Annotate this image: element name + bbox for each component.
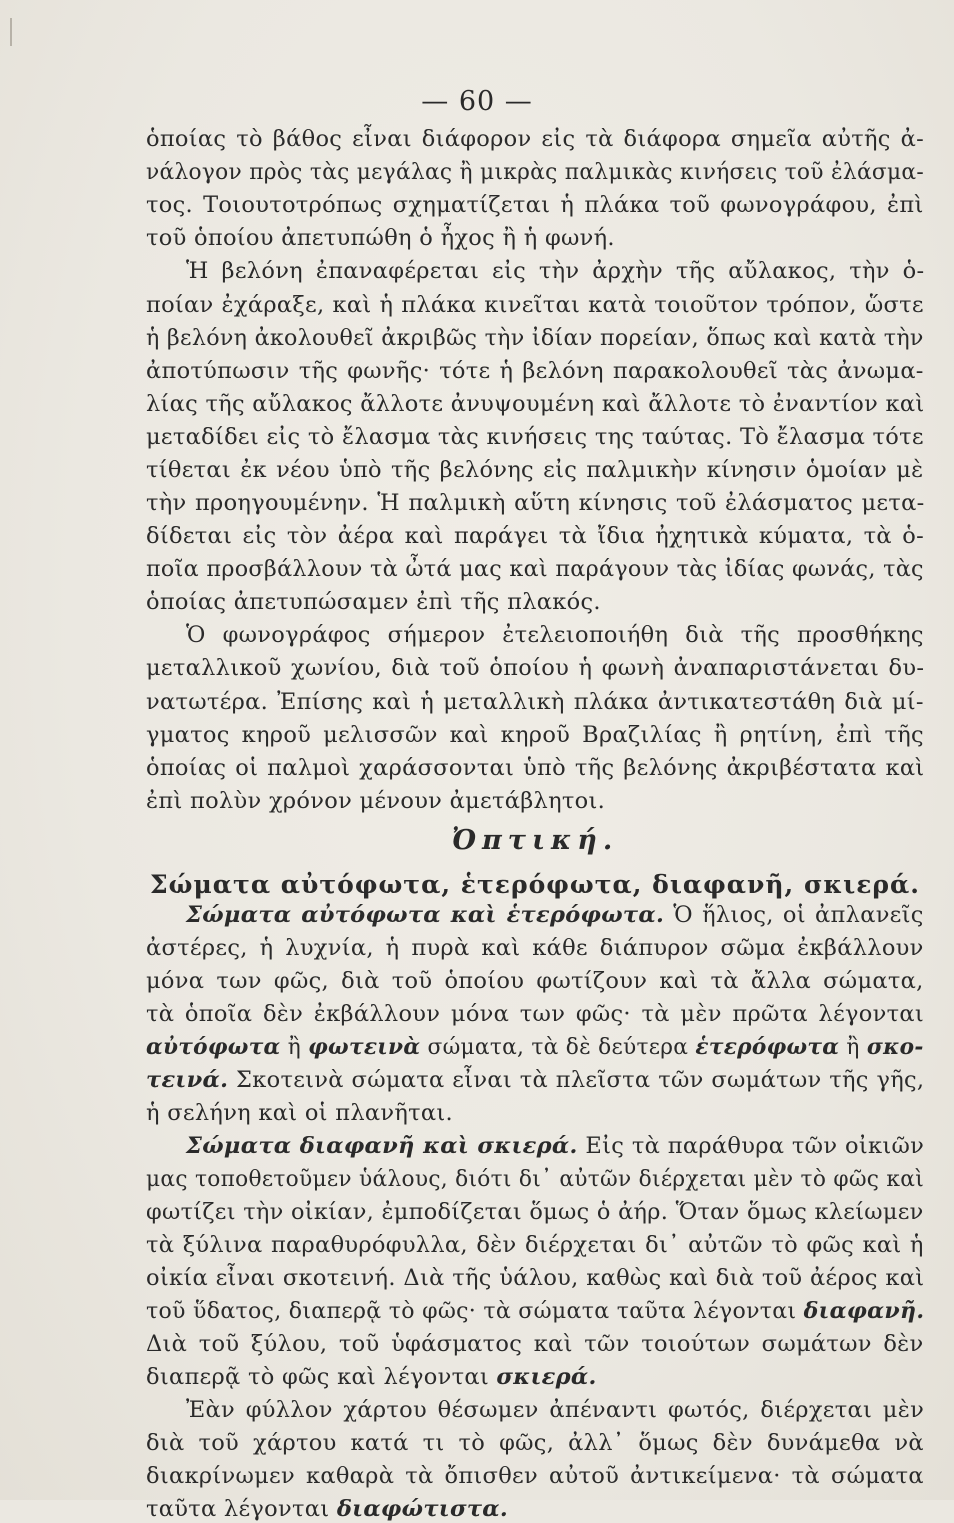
text-line [146, 934, 924, 962]
text-line [146, 1000, 924, 1028]
text-line [146, 654, 924, 682]
text-segment: μας τοποθετοῦμεν ὑάλους, διότι δι᾽ αὐτῶν διέρχεται μὲν τὸ φῶς καὶ [146, 1166, 925, 1192]
text-line [146, 191, 924, 219]
text-line [146, 1264, 924, 1292]
text-line [186, 257, 924, 285]
text-line [146, 489, 924, 517]
text-line [146, 224, 615, 252]
text-segment: Σκοτεινὰ σώματα εἶναι τὰ πλεῖστα τῶν σωμάτων τῆς γῆς, [228, 1067, 925, 1093]
text-segment: τος. Τοιουτοτρόπως σχηματίζεται ἡ πλάκα τοῦ φωνογράφου, ἐπὶ [146, 192, 924, 218]
text-segment: σώματα, τὰ δὲ δεύτερα [420, 1034, 696, 1060]
text-line [146, 390, 924, 418]
text-segment: νάλογον πρὸς τὰς μεγάλας ἢ μικρὰς παλμικὰς κινήσεις τοῦ ἐλάσμα- [146, 159, 925, 185]
text-segment: Ὁ φωνογράφος σήμερον ἐτελειοποιήθη διὰ τῆς προσθήκης [186, 622, 924, 648]
text-line [186, 1396, 924, 1424]
emphasized-term: σκο- [866, 1034, 924, 1060]
text-segment: διὰ τοῦ χάρτου κατά τι τὸ φῶς, ἀλλ᾽ ὅμως δὲν δυνάμεθα νὰ [146, 1430, 924, 1456]
text-segment: λίας τῆς αὔλακος ἄλλοτε ἀνυψουμένη καὶ ἄλλοτε τὸ ἐναντίον καὶ [146, 391, 925, 417]
text-segment: οἰκία εἶναι σκοτεινή. Διὰ τῆς ὑάλου, καθὼς καὶ διὰ τοῦ ἀέρος καὶ [146, 1265, 925, 1291]
section-subheading: Σώματα αὐτόφωτα, ἑτερόφωτα, διαφανῆ, σκιερά. [150, 870, 920, 899]
text-segment: Εἰς τὰ παράθυρα τῶν οἰκιῶν [577, 1133, 925, 1159]
text-segment: ἢ [280, 1034, 309, 1060]
emphasized-term: σκιερά. [496, 1364, 597, 1390]
text-segment: φωτίζει τὴν οἰκίαν, ἐμποδίζεται ὅμως ὁ ἀήρ. Ὅταν ὅμως κλείωμεν [146, 1199, 924, 1225]
text-line [146, 754, 924, 782]
text-segment: ποῖα προσβάλλουν τὰ ὦτά μας καὶ παράγουν τὰς ἰδίας φωνάς, τὰς [146, 556, 924, 582]
text-segment: ὁποίας οἱ παλμοὶ χαράσσονται ὑπὸ τῆς βελόνης ἀκριβέστατα καὶ [146, 755, 925, 781]
text-segment: ἀποτύπωσιν τῆς φωνῆς· τότε ἡ βελόνη παρακολουθεῖ τὰς ἀνωμα- [146, 358, 924, 384]
text-segment: Ἡ βελόνη ἐπαναφέρεται εἰς τὴν ἀρχὴν τῆς αὔλακος, τὴν ὁ- [186, 258, 925, 284]
text-line [146, 1231, 924, 1259]
text-segment: μεταδίδει εἰς τὸ ἔλασμα τὰς κινήσεις της ταύτας. Τὸ ἔλασμα τότε [146, 424, 924, 450]
text-line [146, 423, 924, 451]
text-segment: Ἐὰν φύλλον χάρτου θέσωμεν ἀπέναντι φωτός, διέρχεται μὲν [186, 1397, 925, 1423]
text-segment: ἀστέρες, ἡ λυχνία, ἡ πυρὰ καὶ κάθε διάπυρον σῶμα ἐκβάλλουν [146, 935, 924, 961]
text-line [146, 555, 924, 583]
emphasized-term: διαφώτιστα. [336, 1496, 509, 1522]
text-line [146, 1462, 924, 1490]
text-line [146, 324, 924, 352]
emphasized-term: Σώματα αὐτόφωτα καὶ ἑτερόφωτα. [186, 902, 665, 928]
text-segment: ἡ σελήνη καὶ οἱ πλανῆται. [146, 1100, 453, 1126]
text-line [146, 688, 924, 716]
text-line [146, 1297, 924, 1325]
text-line [146, 357, 924, 385]
text-segment: τὴν προηγουμένην. Ἡ παλμικὴ αὕτη κίνησις τοῦ ἐλάσματος μετα- [146, 490, 925, 516]
text-segment: ὁποίας ἀπετυπώσαμεν ἐπὶ τῆς πλακός. [146, 589, 601, 615]
emphasized-term: τεινά. [146, 1067, 229, 1093]
text-segment: ταῦτα λέγονται [146, 1496, 337, 1522]
emphasized-term: ἑτερόφωτα [695, 1034, 840, 1060]
text-segment: τοῦ ὕδατος, διαπερᾷ τὸ φῶς· τὰ σώματα ταῦτα λέγονται [146, 1298, 804, 1324]
text-segment: νατωτέρα. Ἐπίσης καὶ ἡ μεταλλικὴ πλάκα ἀντικατεστάθη διὰ μί- [146, 689, 924, 715]
text-line [146, 721, 924, 749]
emphasized-term: φωτεινὰ [308, 1034, 421, 1060]
text-line [146, 1099, 453, 1127]
text-segment: ἡ βελόνη ἀκολουθεῖ ἀκριβῶς τὴν ἰδίαν πορείαν, ὅπως καὶ κατὰ τὴν [146, 325, 924, 351]
text-line [146, 1165, 924, 1193]
text-line [146, 1198, 924, 1226]
text-line [146, 787, 605, 815]
text-line [146, 456, 924, 484]
emphasized-term: διαφανῆ. [803, 1298, 925, 1324]
text-segment: μόνα των φῶς, διὰ τοῦ ὁποίου φωτίζουν καὶ τὰ ἄλλα σώματα, [146, 968, 924, 994]
text-line [146, 158, 924, 186]
text-segment: τίθεται ἐκ νέου ὑπὸ τῆς βελόνης εἰς παλμικὴν κίνησιν ὁμοίαν μὲ [146, 457, 924, 483]
text-line [146, 1033, 924, 1061]
text-segment: Διὰ τοῦ ξύλου, τοῦ ὑφάσματος καὶ τῶν τοιούτων σωμάτων δὲν [146, 1331, 924, 1357]
text-segment: τὰ ὁποῖα δὲν ἐκβάλλουν μόνα των φῶς· τὰ μὲν πρῶτα λέγονται [146, 1001, 924, 1027]
page-number: — 60 — [421, 86, 533, 117]
text-segment: ὁποίας τὸ βάθος εἶναι διάφορον εἰς τὰ διάφορα σημεῖα αὐτῆς ἀ- [146, 126, 925, 152]
text-segment: τὰ ξύλινα παραθυρόφυλλα, δὲν διέρχεται δι᾽ αὐτῶν τὸ φῶς καὶ ἡ [146, 1232, 924, 1258]
text-segment: γματος κηροῦ μελισσῶν καὶ κηροῦ Βραζιλίας ἢ ρητίνη, ἐπὶ τῆς [146, 722, 924, 748]
text-line [146, 1363, 597, 1391]
text-segment: ποίαν ἐχάραξε, καὶ ἡ πλάκα κινεῖται κατὰ τοιοῦτον τρόπον, ὥστε [146, 292, 924, 318]
text-line [186, 901, 924, 929]
text-segment: δίδεται εἰς τὸν ἀέρα καὶ παράγει τὰ ἴδια ἠχητικὰ κύματα, τὰ ὁ- [146, 523, 925, 549]
text-segment: διακρίνωμεν καθαρὰ τὰ ὄπισθεν αὐτοῦ ἀντικείμενα· τὰ σώματα [146, 1463, 924, 1489]
margin-mark [10, 18, 12, 46]
section-heading: Ὀπτική. [451, 825, 619, 856]
text-segment: ἢ [839, 1034, 867, 1060]
text-line [186, 1132, 924, 1160]
text-line [146, 1429, 924, 1457]
text-line [146, 1330, 924, 1358]
text-line [146, 588, 601, 616]
text-line [146, 125, 924, 153]
text-line [186, 621, 924, 649]
text-line [146, 967, 924, 995]
text-segment: τοῦ ὁποίου ἀπετυπώθη ὁ ἦχος ἢ ἡ φωνή. [146, 225, 615, 251]
emphasized-term: αὐτόφωτα [146, 1034, 281, 1060]
text-segment: ἐπὶ πολὺν χρόνον μένουν ἀμετάβλητοι. [146, 788, 606, 814]
text-line [146, 522, 924, 550]
text-segment: Ὁ ἥλιος, οἱ ἀπλανεῖς [664, 902, 924, 928]
text-line [146, 1495, 508, 1523]
emphasized-term: Σώματα διαφανῆ καὶ σκιερά. [186, 1133, 578, 1159]
text-line [146, 291, 924, 319]
text-line [146, 1066, 924, 1094]
text-segment: μεταλλικοῦ χωνίου, διὰ τοῦ ὁποίου ἡ φωνὴ ἀναπαριστάνεται δυ- [146, 655, 925, 681]
text-segment: διαπερᾷ τὸ φῶς καὶ λέγονται [146, 1364, 497, 1390]
